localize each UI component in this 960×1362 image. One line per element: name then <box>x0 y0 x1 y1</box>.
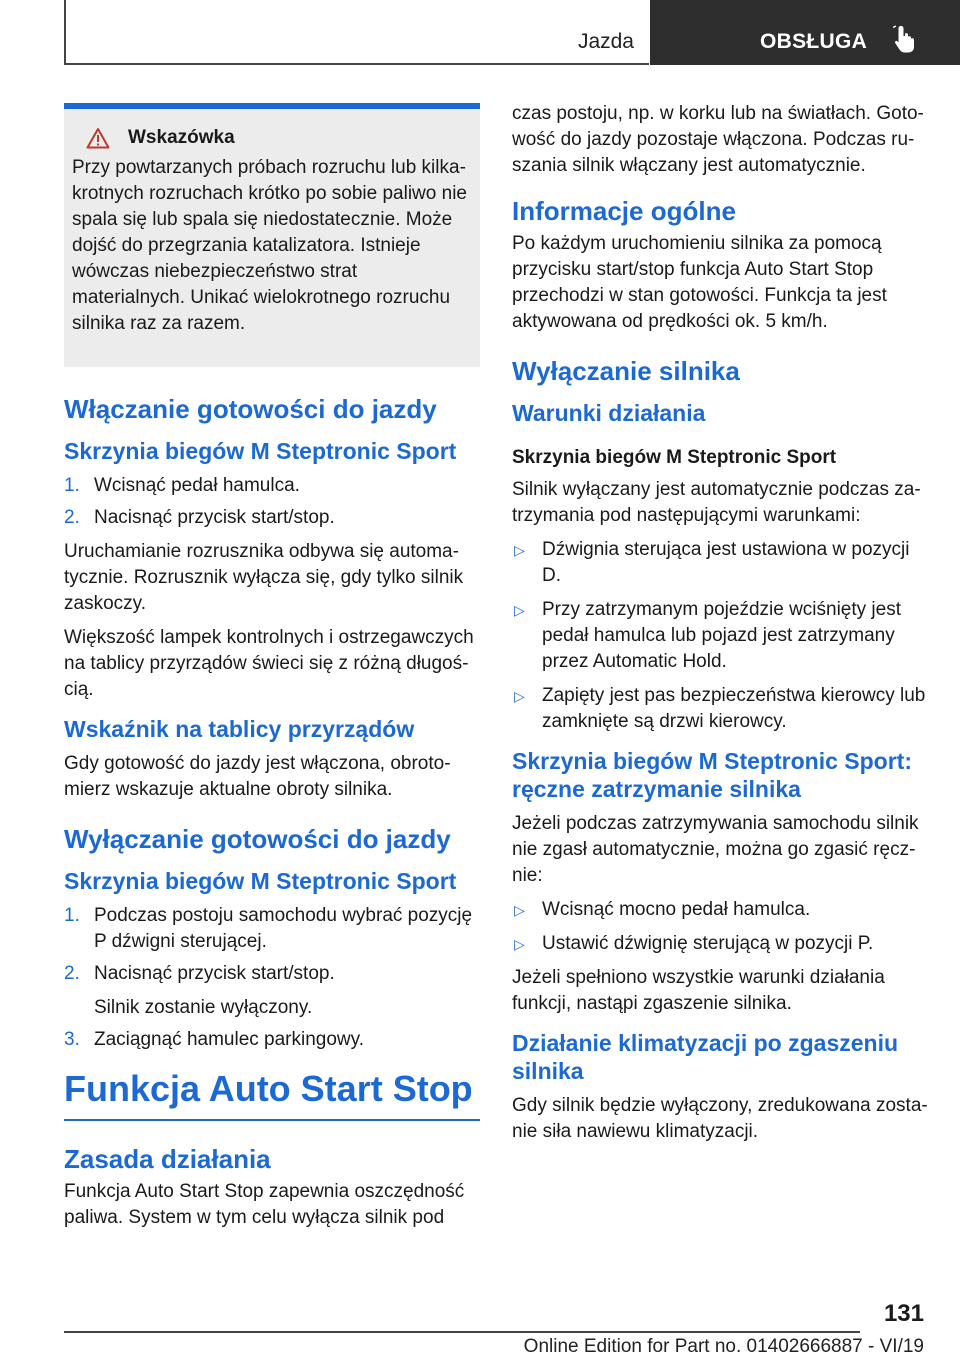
bullet-text: Wcisnąć mocno pedał hamulca. <box>542 899 811 920</box>
subheading-indicator: Wskaźnik na tablicy przyrządów <box>64 716 415 742</box>
header-frame <box>64 0 649 65</box>
subheading-gearbox-on: Skrzynia biegów M Steptronic Sport <box>64 438 457 464</box>
step-text: Podczas postoju samochodu wybrać pozycję P dźwigni sterującej. <box>94 905 473 952</box>
list-item <box>512 683 928 735</box>
steps-off-list <box>64 903 480 987</box>
bullet-text: Zapięty jest pas bezpieczeństwa kierowcy lub zamknięte są drzwi kierowcy. <box>542 685 926 732</box>
subheading-climate: Działanie klimatyzacji po zgaszeniu silnika <box>512 1030 899 1084</box>
triangle-bullet-icon: ▷ <box>514 602 525 618</box>
heading-principle: Zasada działania <box>64 1144 271 1174</box>
triangle-bullet-icon: ▷ <box>514 542 525 558</box>
list-item <box>64 1027 480 1053</box>
subheading-manual-stop: Skrzynia biegów M Steptronic Sport: ręczne zatrzymanie silnika <box>512 748 912 802</box>
paragraph: Gdy silnik będzie wyłączony, zredukowana zostanie siła nawiewu klimatyzacji. <box>512 1095 928 1142</box>
heading-drive-ready-on: Włączanie gotowości do jazdy <box>64 394 437 424</box>
list-item <box>512 897 928 923</box>
header-chapter-tab <box>650 0 960 65</box>
step-result: Silnik zostanie wyłączony. <box>94 997 313 1018</box>
chapter-title: Funkcja Auto Start Stop <box>64 1067 480 1121</box>
triangle-bullet-icon: ▷ <box>514 902 525 918</box>
footer-divider <box>64 1331 860 1333</box>
list-item <box>512 597 928 675</box>
header-chapter-label: OBSŁUGA <box>760 30 868 53</box>
step-number: 1. <box>64 905 80 926</box>
left-column <box>64 103 480 1239</box>
right-column <box>512 101 928 1153</box>
paragraph: Jeżeli podczas zatrzymywania samochodu silnik nie zgasł automatycznie, można go zgasić ręcznie: <box>512 813 919 886</box>
note-title: Wskazówka <box>128 127 235 148</box>
paragraph: Funkcja Auto Start Stop zapewnia oszczędność paliwa. System w tym celu wyłącza silnik pod <box>64 1181 465 1228</box>
step-number: 1. <box>64 475 80 496</box>
list-item <box>512 931 928 957</box>
triangle-bullet-icon: ▷ <box>514 688 525 704</box>
steps-on-list <box>64 473 480 531</box>
step-text: Wcisnąć pedał hamulca. <box>94 475 300 496</box>
hand-pointer-icon <box>893 24 919 54</box>
list-item <box>64 473 480 499</box>
note-text: Przy powtarzanych próbach rozruchu lub kilkakrotnych rozruchach krótko po sobie paliwo nie spala się lub spala się niedostatecznie. Może dojść do przegrzania katalizatora. Istnieje wówczas niebezpieczeństwo strat materialnych. Unikać wielokrotnego rozruchu silnika raz za razem. <box>72 157 467 334</box>
step-text: Zaciągnąć hamulec parkingowy. <box>94 1029 365 1050</box>
bullet-text: Dźwignia sterująca jest ustawiona w pozycji D. <box>542 539 910 586</box>
heading-drive-ready-off: Wyłączanie gotowości do jazdy <box>64 824 451 854</box>
subsubheading-gearbox: Skrzynia biegów M Steptronic Sport <box>512 447 837 468</box>
subheading-conditions: Warunki działania <box>512 400 706 426</box>
paragraph: Gdy gotowość do jazdy jest włączona, obrotomierz wskazuje aktualne obroty silnika. <box>64 753 451 800</box>
paragraph: Jeżeli spełniono wszystkie warunki działania funkcji, nastąpi zgaszenie silnika. <box>512 967 885 1014</box>
warning-icon <box>86 127 110 149</box>
paragraph: Uruchamianie rozrusznika odbywa się automatycznie. Rozrusznik wyłącza się, gdy tylko silnik zaskoczy. <box>64 541 464 614</box>
list-item <box>512 537 928 589</box>
step-number: 2. <box>64 507 80 528</box>
paragraph: Większość lampek kontrolnych i ostrzegawczych na tablicy przyrządów świeci się z różną długością. <box>64 627 474 700</box>
page-number: 131 <box>883 1300 924 1327</box>
manual-list <box>512 897 928 957</box>
paragraph: Silnik wyłączany jest automatycznie podczas zatrzymania pod następującymi warunkami: <box>512 479 921 526</box>
list-item <box>64 961 480 987</box>
list-item <box>64 505 480 531</box>
triangle-bullet-icon: ▷ <box>514 936 525 952</box>
note-header <box>72 127 470 149</box>
paragraph: Po każdym uruchomieniu silnika za pomocą przycisku start/stop funkcja Auto Start Stop przechodzi w stan gotowości. Funkcja ta jest aktywowana od prędkości ok. 5 km/h. <box>512 233 887 332</box>
bullet-text: Przy zatrzymanym pojeździe wciśnięty jest pedał hamulca lub pojazd jest zatrzymany przez Automatic Hold. <box>542 599 901 672</box>
footer-edition: Online Edition for Part no. 01402666887 - VI/19 <box>523 1336 924 1357</box>
heading-general: Informacje ogólne <box>512 196 736 226</box>
step-number: 2. <box>64 963 80 984</box>
warning-note <box>64 103 480 367</box>
paragraph: czas postoju, np. w korku lub na światłach. Gotowość do jazdy pozostaje włączona. Podczas ruszania silnik włączany jest automatycznie. <box>512 103 924 176</box>
subheading-gearbox-off: Skrzynia biegów M Steptronic Sport <box>64 868 457 894</box>
steps-off-list-cont <box>64 1027 480 1053</box>
conditions-list <box>512 537 928 735</box>
bullet-text: Ustawić dźwignię sterującą w pozycji P. <box>542 933 874 954</box>
header-section-title: Jazda <box>577 30 634 53</box>
heading-engine-off: Wyłączanie silnika <box>512 356 740 386</box>
step-text: Nacisnąć przycisk start/stop. <box>94 507 335 528</box>
list-item <box>64 903 480 955</box>
step-number: 3. <box>64 1029 80 1050</box>
step-text: Nacisnąć przycisk start/stop. <box>94 963 335 984</box>
